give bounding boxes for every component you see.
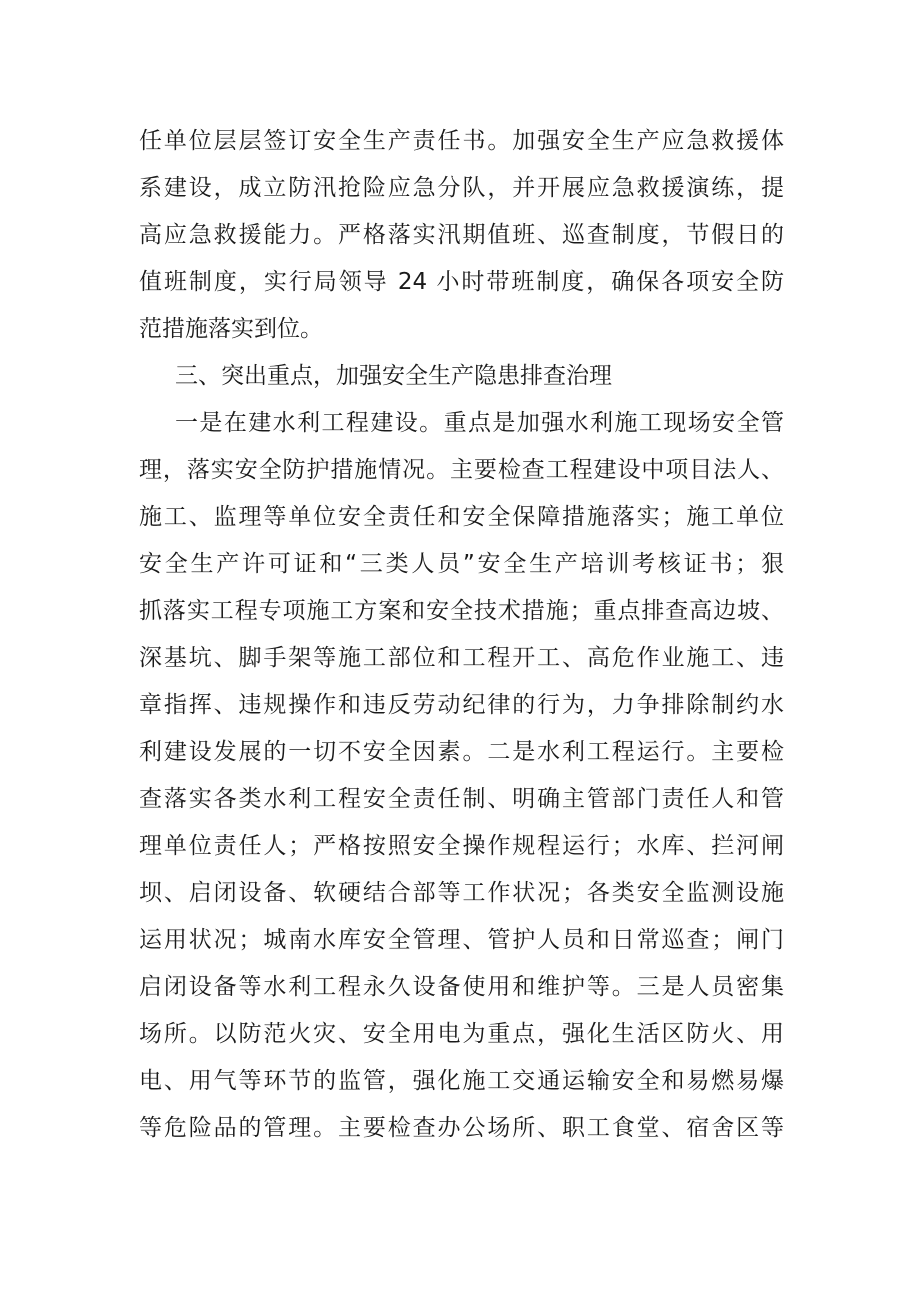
text-line: 坝、启闭设备、软硬结合部等工作状况；各类安全监测设施 [139,880,784,906]
text-line: 章指挥、违规操作和违反劳动纪律的行为，力争排除制约水 [139,692,784,718]
section-heading: 三、突出重点，加强安全生产隐患排查治理 [175,363,612,389]
text-line: 运用状况；城南水库安全管理、管护人员和日常巡查；闸门 [139,927,784,953]
text-line: 抓落实工程专项施工方案和安全技术措施；重点排查高边坡、 [139,598,784,624]
text-line: 一是在建水利工程建设。重点是加强水利施工现场安全管 [175,410,784,436]
text-line: 启闭设备等水利工程永久设备使用和维护等。三是人员密集 [139,974,784,1000]
text-line: 任单位层层签订安全生产责任书。加强安全生产应急救援体 [139,128,784,154]
text-line: 范措施落实到位。 [139,316,323,342]
text-line: 查落实各类水利工程安全责任制、明确主管部门责任人和管 [139,786,784,812]
text-line: 值班制度，实行局领导 24 小时带班制度，确保各项安全防 [139,269,784,295]
text-line: 等危险品的管理。主要检查办公场所、职工食堂、宿舍区等 [139,1115,784,1141]
text-line: 理单位责任人；严格按照安全操作规程运行；水库、拦河闸 [139,833,784,859]
text-line: 高应急救援能力。严格落实汛期值班、巡查制度，节假日的 [139,222,784,248]
body-text [139,118,784,1152]
text-line: 场所。以防范火灾、安全用电为重点，强化生活区防火、用 [139,1021,784,1047]
text-line: 电、用气等环节的监管，强化施工交通运输安全和易燃易爆 [139,1068,784,1094]
text-line: 深基坑、脚手架等施工部位和工程开工、高危作业施工、违 [139,645,784,671]
text-line: 安全生产许可证和“三类人员”安全生产培训考核证书；狠 [139,551,784,577]
text-line: 利建设发展的一切不安全因素。二是水利工程运行。主要检 [139,739,784,765]
text-line: 理，落实安全防护措施情况。主要检查工程建设中项目法人、 [139,457,784,483]
text-line: 系建设，成立防汛抢险应急分队，并开展应急救援演练，提 [139,175,784,201]
text-line: 施工、监理等单位安全责任和安全保障措施落实；施工单位 [139,504,784,530]
